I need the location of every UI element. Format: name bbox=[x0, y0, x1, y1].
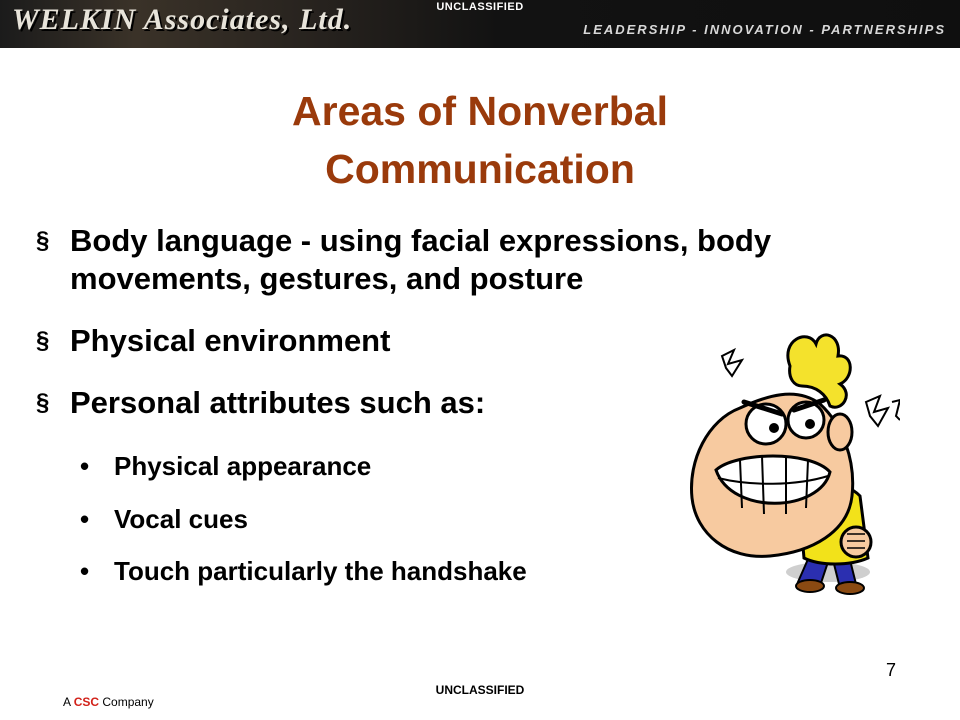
slide-title-line-1: Areas of Nonverbal bbox=[292, 88, 668, 134]
company-prefix: A bbox=[63, 695, 74, 709]
sub-bullet-text: Vocal cues bbox=[114, 503, 248, 534]
round-bullet-icon: • bbox=[80, 503, 90, 534]
square-bullet-icon: § bbox=[36, 327, 50, 354]
sub-bullet-touch bbox=[80, 556, 527, 586]
angry-cartoon-illustration bbox=[670, 320, 900, 610]
round-bullet-icon: • bbox=[80, 451, 90, 481]
square-bullet-icon: § bbox=[36, 389, 50, 416]
company-logo: WELKIN Associates, Ltd. bbox=[12, 3, 353, 36]
slide-title bbox=[0, 82, 960, 198]
bullet-text: Body language - using facial expressions, body movements, gestures, and posture bbox=[70, 223, 772, 296]
slide-number: 7 bbox=[885, 660, 896, 680]
sub-bullet-list bbox=[80, 451, 527, 609]
sub-bullet-vocal-cues bbox=[80, 504, 527, 534]
square-bullet-icon: § bbox=[36, 227, 50, 254]
csc-brand: CSC bbox=[73, 695, 100, 709]
slide-title-line-2: Communication bbox=[325, 146, 635, 192]
header-banner bbox=[0, 0, 960, 48]
bottom-classification-label: UNCLASSIFIED bbox=[435, 683, 525, 697]
top-classification-label: UNCLASSIFIED bbox=[436, 1, 524, 13]
round-bullet-icon: • bbox=[80, 556, 90, 586]
bullet-body-language bbox=[36, 222, 920, 298]
sub-bullet-text: Touch particularly the handshake bbox=[114, 556, 527, 586]
sub-bullet-physical-appearance bbox=[80, 451, 527, 481]
bullet-text: Physical environment bbox=[70, 323, 391, 358]
company-footer bbox=[63, 695, 154, 709]
company-suffix: Company bbox=[99, 695, 154, 709]
tagline: LEADERSHIP - INNOVATION - PARTNERSHIPS bbox=[583, 22, 946, 37]
bullet-text: Personal attributes such as: bbox=[70, 385, 486, 420]
sub-bullet-text: Physical appearance bbox=[114, 451, 372, 481]
